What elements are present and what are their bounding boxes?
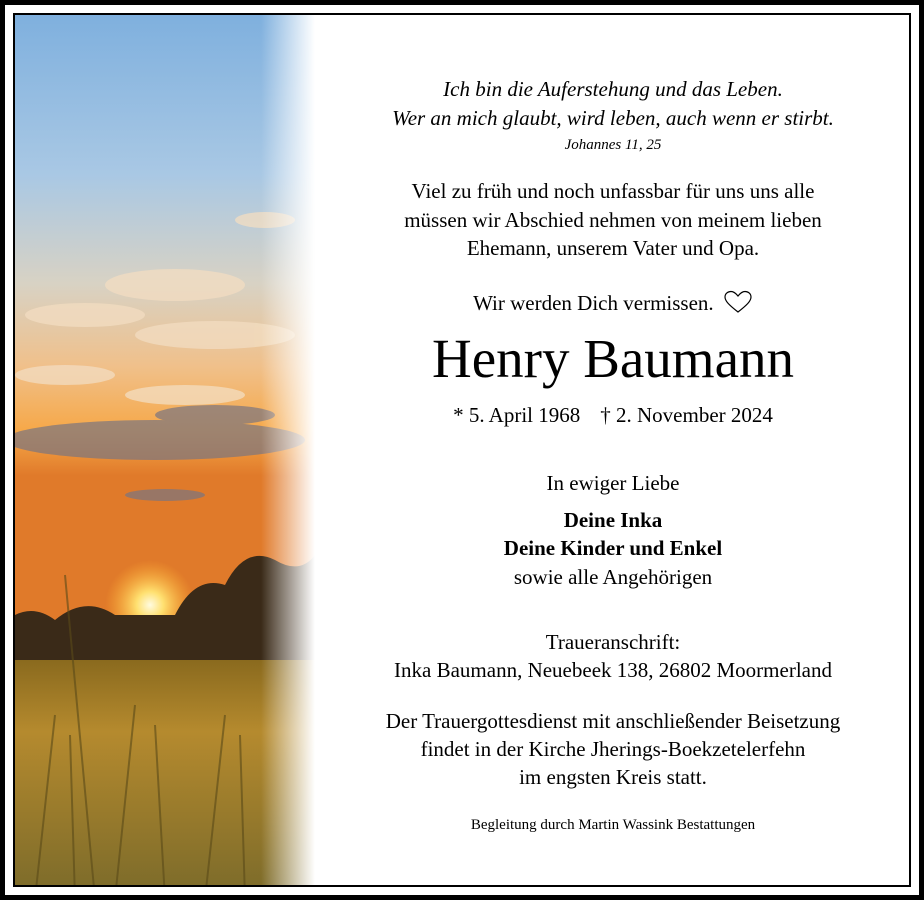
service-line-2: findet in der Kirche Jherings-Boekzetelerfehn: [420, 737, 806, 761]
sunset-field-photo: [15, 15, 315, 885]
deceased-name: Henry Baumann: [432, 328, 794, 389]
notice-panel: [13, 13, 911, 887]
address-label: Traueranschrift:: [545, 630, 681, 654]
intro-line-2: müssen wir Abschied nehmen von meinem lieben: [404, 208, 822, 232]
heart-outline-icon: [723, 290, 753, 320]
mourner-line-2: Deine Kinder und Enkel: [503, 536, 723, 560]
verse-line-2: Wer an mich glaubt, wird leben, auch wenn er stirbt.: [392, 106, 834, 130]
service-line-3: im engsten Kreis statt.: [519, 765, 707, 789]
miss-line: [303, 290, 911, 320]
verse-line-1: Ich bin die Auferstehung und das Leben.: [443, 77, 783, 101]
mourner-line-3: sowie alle Angehörigen: [513, 565, 713, 589]
intro-line-1: Viel zu früh und noch unfassbar für uns uns alle: [411, 179, 815, 203]
life-dates: [303, 403, 911, 428]
death-date: † 2. November 2024: [600, 403, 773, 427]
service-line-1: Der Trauergottesdienst mit anschließender Beisetzung: [385, 709, 841, 733]
undertaker-line: Begleitung durch Martin Wassink Bestattungen: [470, 817, 756, 833]
intro-line-3: Ehemann, unserem Vater und Opa.: [466, 236, 760, 260]
love-line: In ewiger Liebe: [546, 471, 680, 495]
verse-reference: Johannes 11, 25: [564, 137, 662, 153]
birth-date: * 5. April 1968: [453, 403, 581, 427]
address-value: Inka Baumann, Neuebeek 138, 26802 Moormerland: [394, 658, 832, 682]
miss-text: Wir werden Dich vermissen.: [473, 291, 714, 315]
mourner-line-1: Deine Inka: [563, 508, 663, 532]
